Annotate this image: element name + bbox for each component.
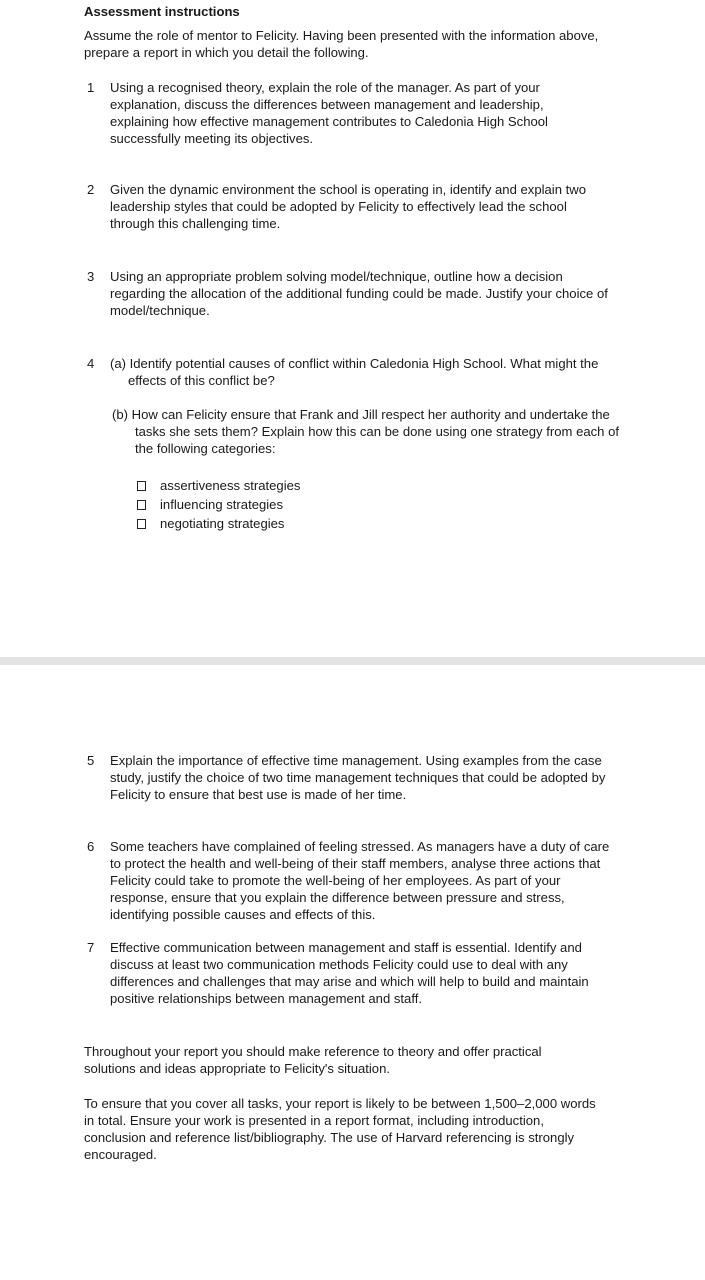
task-5-text: Explain the importance of effective time management. Using examples from the case study, justify the choice of two time management techniques that could be adopted by Felicity to ensure that best use is made of her time. <box>110 753 606 802</box>
checkbox-icon <box>137 519 146 529</box>
task-1-number: 1 <box>87 80 95 95</box>
task-4-number: 4 <box>87 356 95 371</box>
task-6-text: Some teachers have complained of feeling stressed. As managers have a duty of care to protect the health and well-being of their staff members, analyse three actions that Felicity could take to promote the well-being of her employees. As part of your response, ensure that you explain the difference between pressure and stress, identifying possible causes and effects of this. <box>110 839 610 922</box>
task-4a-text: (a) Identify potential causes of conflict within Caledonia High School. What might the effects of this conflict be? <box>110 356 599 388</box>
task-5-number: 5 <box>87 753 95 768</box>
checkbox-icon <box>137 481 146 491</box>
category-negotiating: negotiating strategies <box>160 516 285 531</box>
task-7-number: 7 <box>87 940 95 955</box>
category-influencing: influencing strategies <box>160 497 284 512</box>
page-title: Assessment instructions <box>84 4 240 19</box>
page-2 <box>0 665 705 1280</box>
task-3-text: Using an appropriate problem solving model/technique, outline how a decision regarding the allocation of the additional funding could be made. Justify your choice of model/technique. <box>110 269 608 318</box>
checkbox-icon <box>137 500 146 510</box>
category-assertiveness: assertiveness strategies <box>160 478 301 493</box>
task-2-text: Given the dynamic environment the school is operating in, identify and explain two leadership styles that could be adopted by Felicity to effectively lead the school through this challenging time. <box>110 182 587 231</box>
task-6-number: 6 <box>87 839 95 854</box>
task-2-number: 2 <box>87 182 95 197</box>
intro-paragraph: Assume the role of mentor to Felicity. Having been presented with the information above, prepare a report in which you detail the following. <box>84 28 599 60</box>
task-3-number: 3 <box>87 269 95 284</box>
closing-paragraph-2: To ensure that you cover all tasks, your report is likely to be between 1,500–2,000 words in total. Ensure your work is presented in a report format, including introduction, conclusion and reference list/bibliography. The use of Harvard referencing is strongly encouraged. <box>84 1096 596 1162</box>
task-7-text: Effective communication between management and staff is essential. Identify and discuss at least two communication methods Felicity could use to deal with any differences and challenges that may arise and which will help to build and maintain positive relationships between management and staff. <box>110 940 589 1006</box>
task-1-text: Using a recognised theory, explain the role of the manager. As part of your explanation, discuss the differences between management and leadership, explaining how effective management contributes to Caledonia High School successfully meeting its objectives. <box>110 80 548 146</box>
page-divider <box>0 657 705 665</box>
closing-paragraph-1: Throughout your report you should make reference to theory and offer practical solutions and ideas appropriate to Felicity's situation. <box>84 1044 542 1076</box>
task-4b-text: (b) How can Felicity ensure that Frank and Jill respect her authority and undertake the tasks she sets them? Explain how this can be done using one strategy from each of the following categories: <box>112 407 620 456</box>
